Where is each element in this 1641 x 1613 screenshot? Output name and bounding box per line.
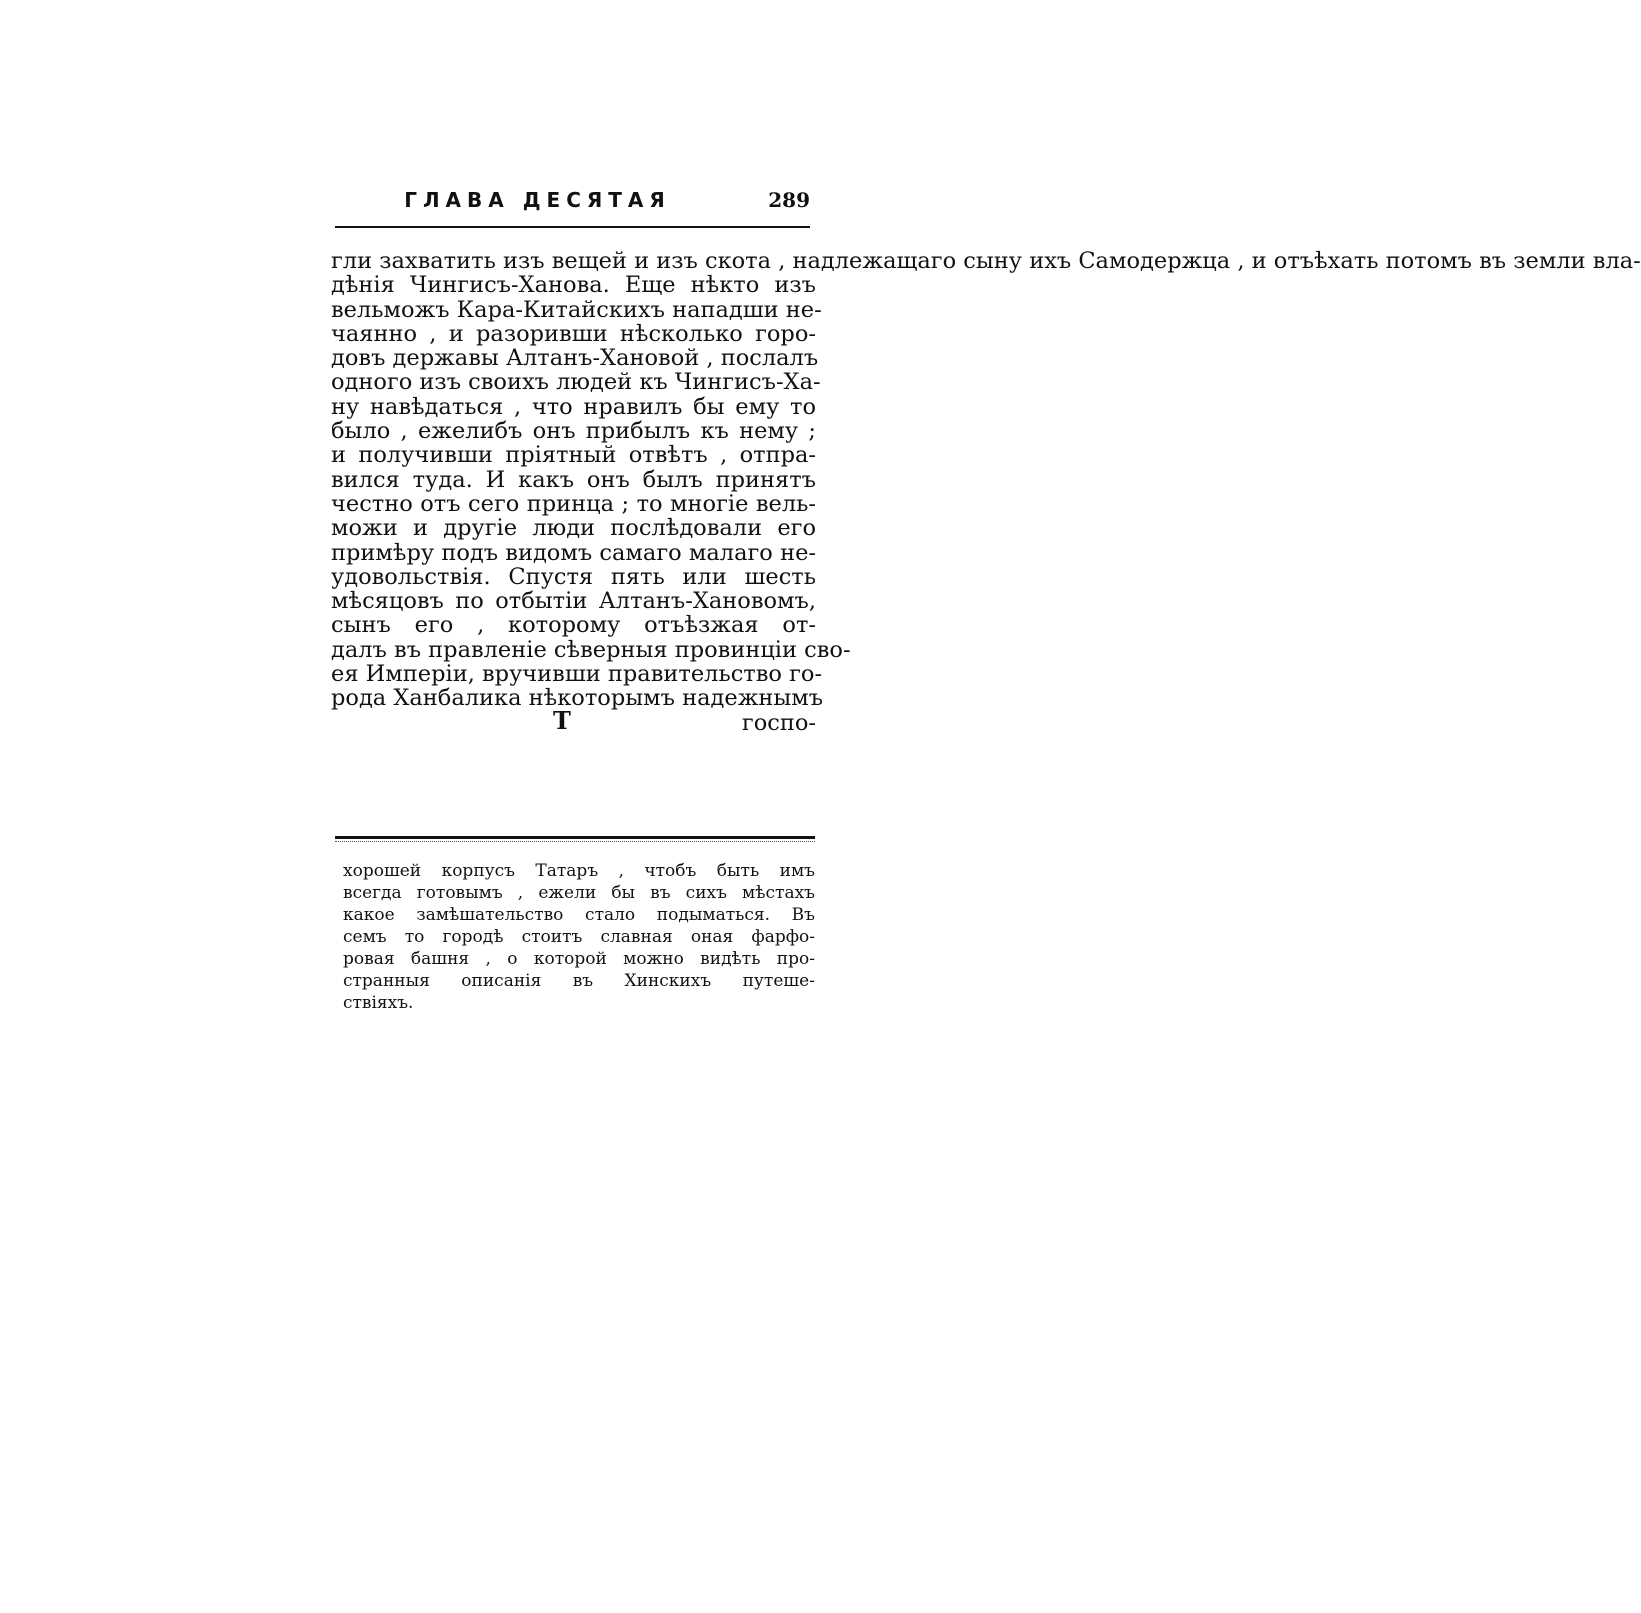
text-line: сынъ его , которому отъѣзжая от- <box>331 612 816 639</box>
text-line: гли захватить изъ вещей и изъ скота , надлежащаго сыну ихъ Самодержца , и отъѣхать потомъ въ земли вла- <box>331 248 1641 274</box>
text-line: довъ державы Алтанъ-Хановой , послалъ <box>331 345 819 372</box>
text-line: ея Имперіи, вручивши правительство го- <box>331 661 823 688</box>
footnote-line: ствіяхъ. <box>343 993 414 1013</box>
footnote-line: какое замѣшательство стало подыматься. Въ <box>343 905 815 925</box>
footnote-line: всегда готовымъ , ежели бы въ сихъ мѣстахъ <box>343 883 815 903</box>
text-line: и получивши пріятный отвѣтъ , отпра- <box>331 442 816 469</box>
footnote-line: ровая башня , о которой можно видѣть про- <box>343 949 815 969</box>
text-line: далъ въ правленіе сѣверныя провинціи сво- <box>331 636 851 663</box>
footnote-rule-shadow <box>335 841 815 842</box>
text-line: одного изъ своихъ людей къ Чингисъ-Ха- <box>331 369 821 396</box>
footnote-line: странныя описанія въ Хинскихъ путеше- <box>343 971 815 991</box>
text-line: мѣсяцовъ по отбытіи Алтанъ-Хановомъ, <box>331 588 816 615</box>
footnote-line: хорошей корпусъ Татаръ , чтобъ быть имъ <box>343 861 815 881</box>
text-line: ну навѣдаться , что нравилъ бы ему то <box>331 393 816 420</box>
text-line: примѣру подъ видомъ самаго малаго не- <box>331 539 816 566</box>
header-rule <box>335 226 810 228</box>
main-text <box>331 248 1641 736</box>
text-line: удовольствія. Спустя пять или шесть <box>331 563 816 590</box>
text-line: чаянно , и разоривши нѣсколько горо- <box>331 320 816 347</box>
catchword: госпо- <box>741 709 816 736</box>
page-number: 289 <box>768 188 810 212</box>
signature-line <box>331 705 816 736</box>
footnote-rule <box>335 836 815 839</box>
text-line: дѣнія Чингисъ-Ханова. Еще нѣкто изъ <box>331 272 816 299</box>
footnote <box>343 860 815 1014</box>
text-line: вельможъ Кара-Китайскихъ нападши не- <box>331 296 822 323</box>
text-line: честно отъ сего принца ; то многіе вель- <box>331 490 816 517</box>
text-line: было , ежелибъ онъ прибылъ къ нему ; <box>331 418 816 445</box>
signature-mark: Т <box>553 705 571 735</box>
text-line: вился туда. И какъ онъ былъ принятъ <box>331 466 816 493</box>
text-line: можи и другіе люди послѣдовали его <box>331 515 816 542</box>
footnote-line: семъ то городѣ стоитъ славная оная фарфо- <box>343 927 815 947</box>
text-line: рода Ханбалика нѣкоторымъ надежнымъ <box>331 685 824 712</box>
running-head <box>335 186 810 220</box>
chapter-title: ГЛАВА ДЕСЯТАЯ <box>404 188 671 212</box>
